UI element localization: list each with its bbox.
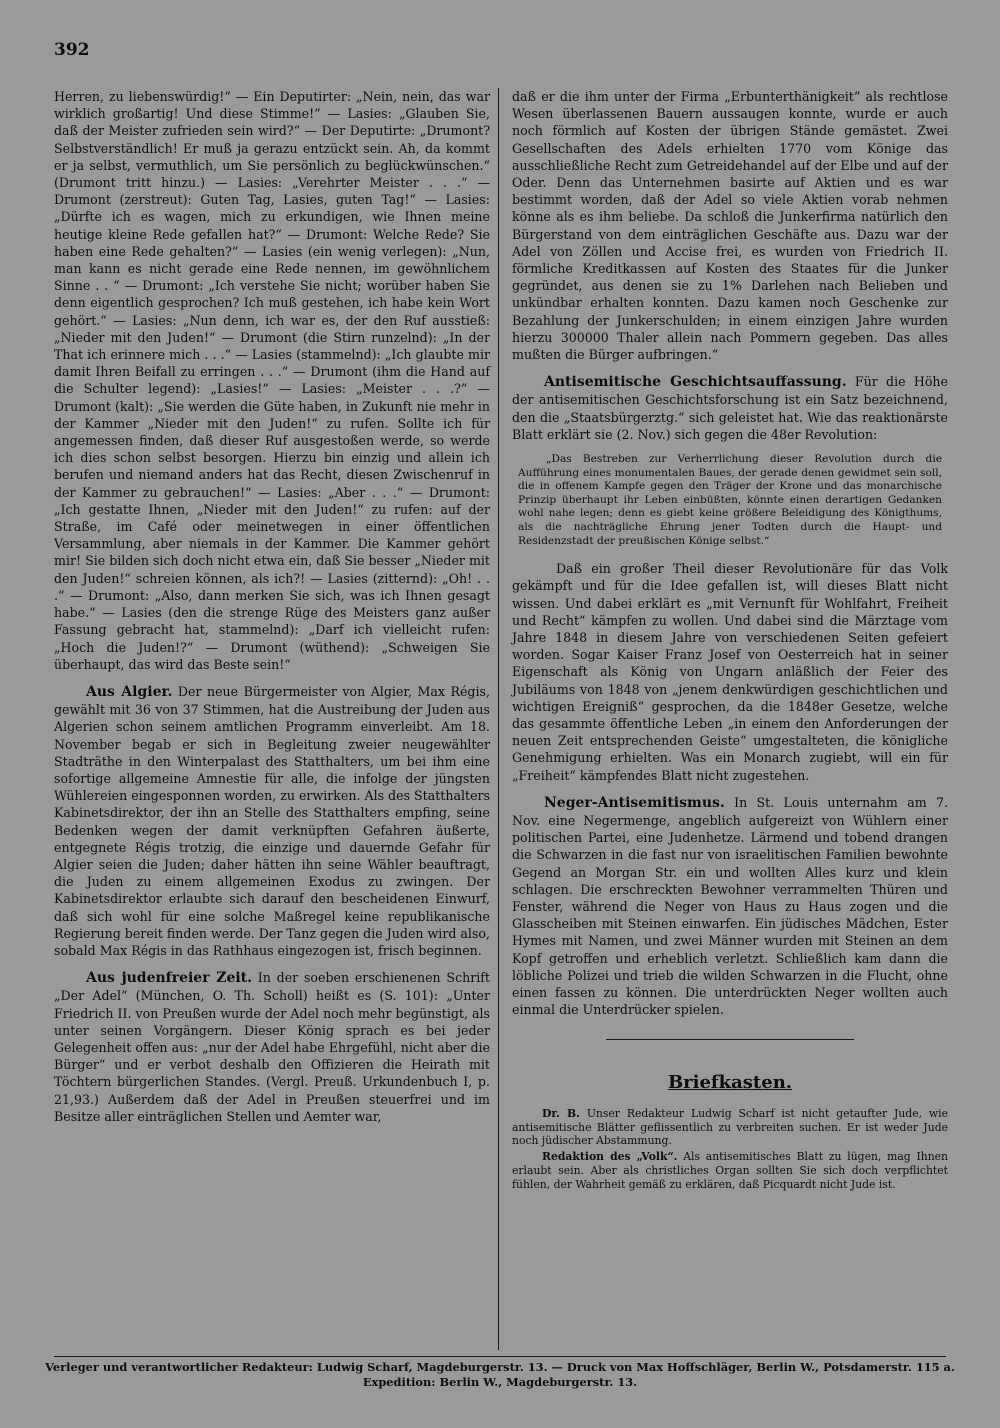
quote-text: „Das Bestreben zur Verherrlichung dieser Revolution durch die Aufführung eines monumentalen Baues, der gerade denen gewidmet sein soll, die in offenem Kampfe gegen den Träger der Krone und das monarchische Prinzip überhaupt ihr Leben einbüßten, könnte einen derartigen Gedanken wohl nahe legen; denn es giebt keine größere Beleidigung des Königthums, als die nachträgliche Ehrung jener Todten durch die Haupt- und Residenzstadt der preußischen Könige selbst.“: [518, 453, 942, 547]
article-heading-geschichtsauffassung: Antisemitische Geschichtsauffassung.: [544, 374, 847, 391]
column-divider: [498, 88, 499, 1350]
section-separator: [606, 1039, 854, 1040]
briefkasten-entry-2-recipient: Redaktion des „Volk“.: [542, 1150, 678, 1164]
staatsbuergerzeitung-quote: [518, 453, 942, 548]
adel-continuation: daß er die ihm unter der Firma „Erbunterthänigkeit“ als rechtlose Wesen überlassenen Bauern aussaugen konnte, wurde er auch noch förmlich auf Kosten der übrigen Stände gemästet. Zwei Gesellschaften des Adels erhielten 1770 vom Könige das ausschließliche Recht zum Getreidehandel auf der Elbe und auf der Oder. Denn das Unternehmen basirte auf Aktien und es war bestimmt worden, daß der Adel so viele Aktien vorab nehmen könne als es ihm beliebe. Da schloß die Junkerfirma natürlich den Bürgerstand von dem einträglichen Geschäfte aus. Dazu war der Adel von Zöllen und Accise frei, es wurden von Friedrich II. förmliche Kreditkassen auf Kosten des Staates für die Junker gegründet, aus denen sie zu 1% Darlehen nach Belieben und unkündbar erhalten konnten. Dazu kamen noch Geschenke zur Bezahlung der Junkerschulden; in einem einzigen Jahre wurden hierzu 300000 Thaler allein nach Pommern gegeben. Das alles mußten die Bürger aufbringen.“: [512, 89, 948, 363]
left-column: [54, 88, 490, 1125]
article-geschichtsauffassung: [512, 373, 948, 443]
briefkasten-entry-1-recipient: Dr. B.: [542, 1106, 580, 1120]
article-heading-judenfreie-zeit: Aus judenfreier Zeit.: [86, 970, 253, 987]
imprint-line-publisher: Verleger und verantwortlicher Redakteur: Ludwig Scharf, Magdeburgerstr. 13. — Druck von Max Hoffschläger, Berlin W., Potsdamerstr. 115 a.: [45, 1360, 955, 1374]
briefkasten-entry-2-text: Als antisemitisches Blatt zu lügen, mag Ihnen erlaubt sein. Aber als christliches Organ sollten Sie sich doch verpflichtet fühlen, der Wahrheit gemäß zu erklären, daß Picquardt nicht Jude ist.: [512, 1150, 948, 1191]
article-neger-antisemitismus: [512, 794, 948, 1019]
article-body-neger-antisemitismus: In St. Louis unternahm am 7. Nov. eine Negermenge, angeblich aufgereizt von Wühlern einer politischen Partei, eine Judenhetze. Lärmend und tobend drangen die Schwarzen in die fast nur von israelitischen Familien bewohnte Gegend an Morgan Str. ein und wollten Alles kurz und klein schlagen. Die erschreckten Bewohner verrammelten Thüren und Fenster, während die Neger von Haus zu Haus zogen und die Glasscheiben mit Steinen einwarfen. Ein jüdisches Mädchen, Ester Hymes mit Namen, und zwei Männer wurden mit Steinen an dem Kopf getroffen und erheblich verletzt. Schließlich kam dann die löbliche Polizei und trieb die wilden Schwarzen in die Flucht, ohne einen fassen zu können. Die unterdrückten Neger wollten auch einmal die Unterdrücker spielen.: [512, 794, 948, 1018]
drumont-dialogue: Herren, zu liebenswürdig!“ — Ein Deputirter: „Nein, nein, das war wirklich großartig! Und diese Stimme!“ — Lasies: „Glauben Sie, daß der Meister zufrieden sein wird?“ — Der Deputirte: „Drumont? Selbstverständlich! Er muß ja gerazu entzückt sein. Ah, da kommt er ja selbst, vermuthlich, um Sie persönlich zu beglückwünschen.“ (Drumont tritt hinzu.) — Lasies: „Verehrter Meister . . .“ — Drumont (zerstreut): Guten Tag, Lasies, guten Tag!“ — Lasies: „Dürfte ich es wagen, mich zu erkundigen, wie Ihnen meine heutige kleine Rede gefallen hat?“ — Drumont: Welche Rede? Sie haben eine Rede gehalten?“ — Lasies (ein wenig verlegen): „Nun, man kann es nicht gerade eine Rede nennen, im gewöhnlichem Sinne . . “ — Drumont: „Ich verstehe Sie nicht; worüber haben Sie denn eigentlich gesprochen? Ich muß gestehen, ich habe kein Wort gehört.“ — Lasies: „Nun denn, ich war es, der den Ruf ausstieß: „Nieder mit den Juden!“ — Drumont (die Stirn runzelnd): „In der That ich erinnere mich . . .“ — Lasies (stammelnd): „Ich glaubte mir damit Ihren Beifall zu erringen . . .“ — Drumont (ihm die Hand auf die Schulter legend): „Lasies!“ — Lasies: „Meister . . .?“ — Drumont (kalt): „Sie werden die Güte haben, in Zukunft nie mehr in der Kammer „Nieder mit den Juden!“ zu rufen. Sollte ich für angemessen finden, daß dieser Ruf ausgestoßen werde, so werde ich dies schon selbst besorgen. Hierzu bin einzig und allein ich berufen und niemand anders hat das Recht, diesen Zwischenruf in der Kammer zu gebrauchen!“ — Lasies: „Aber . . .“ — Drumont: „Ich gestatte Ihnen, „Nieder mit den Juden!“ zu rufen: auf der Straße, im Café oder meinetwegen in einer öffentlichen Versammlung, aber niemals in der Kammer. Die Kammer gehört mir! Sie bilden sich doch nicht etwa ein, daß Sie besser „Nieder mit den Juden!“ schreien können, als ich?! — Lasies (zitternd): „Oh! . . .“ — Drumont: „Also, dann merken Sie sich, was ich Ihnen gesagt habe.“ — Lasies (den die strenge Rüge des Meisters ganz außer Fassung gebracht hat, stammelnd): „Darf ich vielleicht rufen: „Hoch die Juden!?“ — Drumont (wüthend): „Schweigen Sie überhaupt, das wird das Beste sein!“: [54, 89, 490, 672]
page-number: 392: [54, 40, 90, 60]
imprint-line-expedition: Expedition: Berlin W., Magdeburgerstr. 13.: [362, 1375, 638, 1389]
article-body-geschichtsauffassung: Für die Höhe der antisemitischen Geschichtsforschung ist ein Satz bezeichnend, den die „Staatsbürgerztg.“ sich geleistet hat. Wie das reaktionärste Blatt erklärt sie (2. Nov.) sich gegen die 48er Revolution:: [512, 374, 948, 442]
right-column: [512, 88, 948, 1193]
footer-rule: [54, 1356, 946, 1357]
article-algier: [54, 683, 490, 959]
article-heading-algier: Aus Algier.: [86, 683, 173, 700]
briefkasten-entry-1-text: Unser Redakteur Ludwig Scharf ist nicht getaufter Jude, wie antisemitische Blätter geflissentlich zu verbreiten suchen. Er ist weder Jude noch jüdischer Abstammung.: [512, 1106, 948, 1148]
briefkasten-title: Briefkasten.: [667, 1071, 793, 1093]
revolution-commentary: Daß ein großer Theil dieser Revolutionäre für das Volk gekämpft und für die Idee gefallen ist, will dieses Blatt nicht wissen. Und dabei erklärt es „mit Vernunft für Wohlfahrt, Freiheit und Recht“ kämpfen zu wollen. Und dabei sind die Märztage vom Jahre 1848 in diesem Jahre von verschiedenen Seiten gefeiert worden. Sogar Kaiser Franz Josef von Oesterreich hat in seiner Eigenschaft als König von Ungarn anläßlich der Feier des Jubiläums von 1848 von „jenem denkwürdigen geschichtlichen und wichtigen Ereigniß“ gesprochen, da die 1848er Gesetze, welche das gesammte öffentliche Leben „in einem den Anforderungen der neuen Zeit entsprechenden Geiste“ umgestalteten, die königliche Genehmigung erhielten. Was ein Monarch zugiebt, will ein für „Freiheit“ kämpfendes Blatt nicht zugestehen.: [512, 561, 948, 783]
article-body-algier: Der neue Bürgermeister von Algier, Max Régis, gewählt mit 36 von 37 Stimmen, hat die Austreibung der Juden aus Algerien schon seinem amtlichen Programm einverleibt. Am 18. November begab er sich in Begleitung zweier neugewählter Stadträthe in den Winterpalast des Statthalters, um bei ihm eine sofortige allgemeine Amnestie für alle, die infolge der jüngsten Wühlereien eingesponnen worden, zu erwirken. Als des Statthalters Kabinetsdirektor, der ihn an Stelle des Statthalters empfing, seine Bedenken wegen der damit verknüpften Gefahren äußerte, entgegnete Régis trotzig, die einzige und dauernde Gefahr für Algier seien die Juden; daher hätten ihn seine Wähler beauftragt, die Juden zu einem allgemeinen Exodus zu zwingen. Der Kabinetsdirektor erlaubte sich darauf den bescheidenen Einwurf, daß sich wohl für eine solche Maßregel keine republikanische Regierung bereit finden werde. Der Tanz gegen die Juden wird also, sobald Max Régis in das Rathhaus eingezogen ist, frisch beginnen.: [54, 683, 491, 958]
briefkasten-entry-2: [512, 1150, 948, 1191]
article-judenfreie-zeit: [54, 969, 490, 1125]
imprint-footer: [40, 1360, 960, 1390]
article-body-judenfreie-zeit: In der soeben erschienenen Schrift „Der Adel“ (München, O. Th. Scholl) heißt es (S. 101): „Unter Friedrich II. von Preußen wurde der Adel noch mehr begünstigt, als unter seinen Vorgängern. Dieser König sprach es bei jeder Gelegenheit offen aus: „nur der Adel habe Ehrgefühl, nicht aber die Bürger“ und er verbot deshalb den Offizieren die Heirath mit Töchtern bürgerlichen Standes. (Vergl. Preuß. Urkundenbuch I, p. 21,93.) Außerdem daß der Adel in Preußen steuerfrei und im Besitze aller einträglichen Stellen und Aemter war,: [54, 970, 490, 1124]
briefkasten-entry-1: [512, 1107, 948, 1148]
article-heading-neger-antisemitismus: Neger-Antisemitismus.: [544, 794, 725, 811]
